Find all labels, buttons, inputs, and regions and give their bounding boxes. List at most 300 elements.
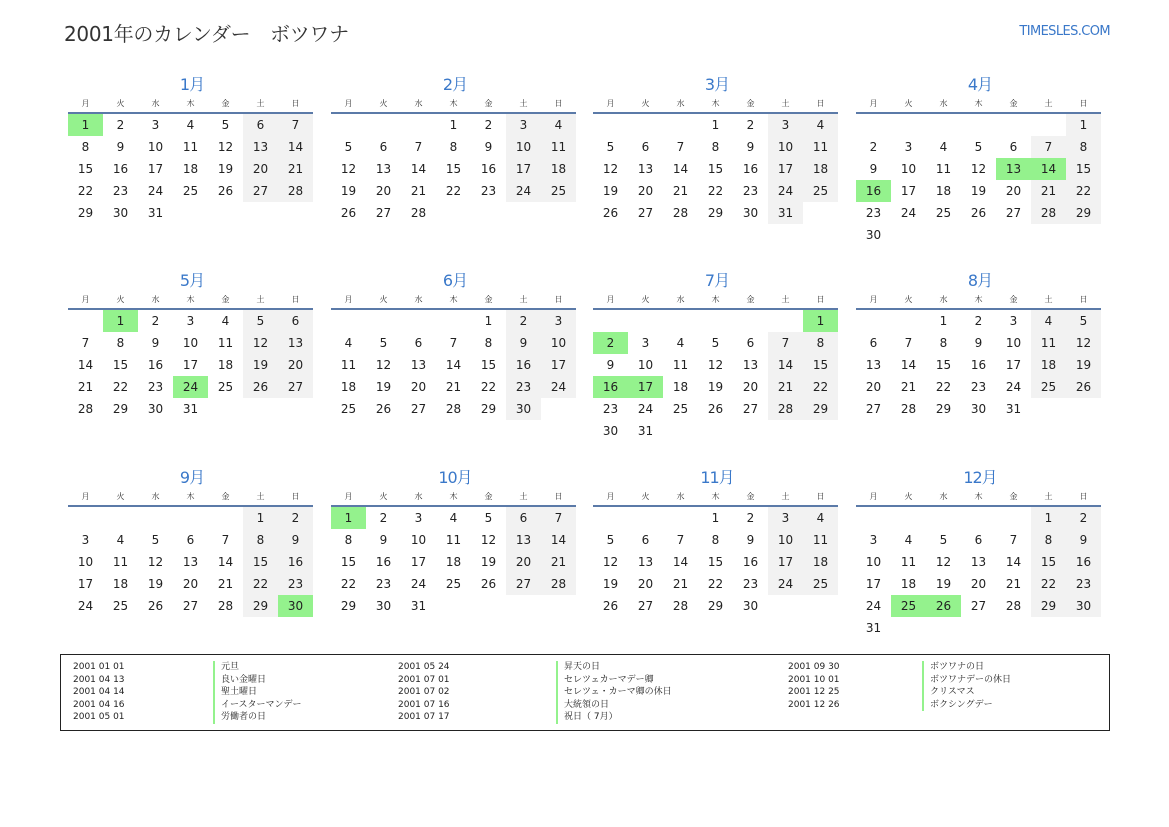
day-cell: 11 [445,533,462,547]
day-cell: 15 [243,551,278,573]
weekday-label: 月 [344,492,353,501]
day-cell: 12 [970,162,987,176]
day-cell: 18 [217,358,234,372]
day-cell: 4 [803,114,838,136]
weekday-label: 火 [379,99,388,108]
weekday-label: 水 [676,492,685,501]
day-cell: 10 [77,555,94,569]
day-cell: 30 [865,228,882,242]
day-cell: 25 [340,402,357,416]
day-cell: 12 [707,358,724,372]
weekday-label: 水 [939,492,948,501]
holiday-date: 2001 05 24 [398,662,450,672]
weekday-header [856,96,1101,114]
day-cell: 18 [340,380,357,394]
day-cell: 28 [410,206,427,220]
day-cell: 24 [900,206,917,220]
day-cell: 9 [869,162,878,176]
empty-cell [961,114,996,136]
day-cell: 8 [939,336,948,350]
day-cell: 20 [506,551,541,573]
day-cell: 29 [243,595,278,617]
weekday-label: 日 [816,492,825,501]
week-row [331,180,576,202]
weekday-label: 月 [869,295,878,304]
day-cell: 14 [900,358,917,372]
empty-cell [593,310,628,332]
empty-cell [961,507,996,529]
day-cell: 2 [1066,507,1101,529]
day-cell: 5 [243,310,278,332]
week-row [331,310,576,332]
empty-cell [856,114,891,136]
day-cell: 2 [746,511,755,525]
empty-cell [471,595,506,617]
day-cell: 4 [939,140,948,154]
day-cell: 31 [410,599,427,613]
holiday-name: セレツェカーマデー卿 [556,674,654,687]
month-7 [593,270,838,442]
weekday-label: 水 [676,295,685,304]
empty-cell [996,617,1031,639]
month-1 [68,74,313,224]
day-cell: 21 [1005,577,1022,591]
day-cell: 10 [410,533,427,547]
day-cell: 26 [926,595,961,617]
weekday-header [593,489,838,507]
day-cell: 8 [81,140,90,154]
holiday-date: 2001 05 01 [73,712,125,722]
empty-cell [1031,617,1066,639]
day-cell: 29 [803,398,838,420]
day-cell: 28 [672,206,689,220]
weekday-header [593,96,838,114]
weekday-label: 日 [816,295,825,304]
day-cell: 18 [803,158,838,180]
empty-cell [366,310,401,332]
month-5 [68,270,313,420]
weekday-label: 金 [484,295,493,304]
day-cell: 11 [217,336,234,350]
holiday-name: ボツワナの日 [922,661,984,674]
day-cell: 17 [541,354,576,376]
empty-cell [768,595,803,617]
day-cell: 5 [711,336,720,350]
day-cell: 16 [856,180,891,202]
day-cell: 20 [410,380,427,394]
day-cell: 9 [506,332,541,354]
day-cell: 8 [1066,136,1101,158]
day-cell: 2 [746,118,755,132]
weekday-label: 火 [116,492,125,501]
day-cell: 10 [182,336,199,350]
day-cell: 29 [1066,202,1101,224]
weekday-label: 火 [379,492,388,501]
day-cell: 10 [1005,336,1022,350]
day-cell: 31 [182,402,199,416]
weekday-label: 水 [414,492,423,501]
day-cell: 7 [278,114,313,136]
empty-cell [436,202,471,224]
week-row [593,310,838,332]
weekday-header [331,292,576,310]
month-name: 4月 [967,75,993,94]
month-name: 10月 [438,468,472,487]
day-cell: 7 [904,336,913,350]
day-cell: 24 [768,180,803,202]
weekday-label: 土 [781,295,790,304]
weekday-label: 火 [641,295,650,304]
day-cell: 6 [278,310,313,332]
weekday-label: 土 [1044,492,1053,501]
day-cell: 8 [1031,529,1066,551]
weekday-label: 水 [676,99,685,108]
month-name: 12月 [963,468,997,487]
day-cell: 13 [410,358,427,372]
empty-cell [173,202,208,224]
day-cell: 6 [506,507,541,529]
empty-cell [733,420,768,442]
weekday-label: 火 [904,492,913,501]
day-cell: 3 [1009,314,1018,328]
week-row [593,114,838,136]
week-row [331,595,576,617]
empty-cell [208,507,243,529]
day-cell: 5 [151,533,160,547]
day-cell: 21 [217,577,234,591]
weekday-header [331,489,576,507]
day-cell: 1 [1066,114,1101,136]
weekday-label: 土 [519,295,528,304]
day-cell: 12 [147,555,164,569]
week-row [593,158,838,180]
weekday-label: 月 [344,295,353,304]
week-row [593,420,838,442]
weekday-label: 火 [904,99,913,108]
day-cell: 4 [344,336,353,350]
day-cell: 14 [278,136,313,158]
month-name: 8月 [967,271,993,290]
day-cell: 3 [768,507,803,529]
week-row [593,551,838,573]
day-cell: 7 [1009,533,1018,547]
day-cell: 12 [480,533,497,547]
day-cell: 22 [803,376,838,398]
month-4 [856,74,1101,246]
day-cell: 20 [278,354,313,376]
week-row [856,136,1101,158]
day-cell: 20 [243,158,278,180]
day-cell: 24 [541,376,576,398]
month-name: 9月 [179,468,205,487]
day-cell: 8 [711,140,720,154]
weekday-label: 木 [449,295,458,304]
day-cell: 23 [375,577,392,591]
day-cell: 23 [480,184,497,198]
weekday-label: 火 [904,295,913,304]
day-cell: 5 [974,140,983,154]
day-cell: 16 [506,354,541,376]
day-cell: 20 [637,577,654,591]
day-cell: 8 [116,336,125,350]
day-cell: 3 [414,511,423,525]
day-cell: 14 [217,555,234,569]
week-row [331,332,576,354]
holiday-date: 2001 07 16 [398,699,450,710]
day-cell: 13 [375,162,392,176]
day-cell: 7 [1031,136,1066,158]
day-cell: 27 [742,402,759,416]
day-cell: 16 [112,162,129,176]
day-cell: 10 [147,140,164,154]
day-cell: 4 [186,118,195,132]
day-cell: 19 [243,354,278,376]
day-cell: 24 [1005,380,1022,394]
day-cell: 6 [243,114,278,136]
day-cell: 3 [904,140,913,154]
day-cell: 1 [243,507,278,529]
weekday-label: 日 [554,295,563,304]
empty-cell [996,507,1031,529]
day-cell: 11 [900,555,917,569]
weekday-label: 金 [221,492,230,501]
holiday-name: 元旦 [213,661,239,674]
weekday-label: 木 [711,295,720,304]
day-cell: 21 [900,380,917,394]
day-cell: 25 [112,599,129,613]
day-cell: 11 [672,358,689,372]
day-cell: 17 [506,158,541,180]
holiday-name: クリスマス [922,686,975,699]
day-cell: 16 [593,376,628,398]
day-cell: 16 [480,162,497,176]
empty-cell [996,224,1031,246]
day-cell: 22 [707,184,724,198]
empty-cell [331,310,366,332]
empty-cell [401,310,436,332]
day-cell: 24 [410,577,427,591]
day-cell: 15 [480,358,497,372]
weekday-header [331,96,576,114]
day-cell: 13 [865,358,882,372]
day-cell: 17 [182,358,199,372]
weekday-label: 月 [81,295,90,304]
day-cell: 16 [147,358,164,372]
day-cell: 15 [112,358,129,372]
weekday-label: 火 [379,295,388,304]
day-cell: 2 [506,310,541,332]
empty-cell [138,507,173,529]
empty-cell [926,507,961,529]
day-cell: 24 [77,599,94,613]
day-cell: 17 [1005,358,1022,372]
empty-cell [856,507,891,529]
week-row [856,573,1101,595]
day-cell: 24 [768,573,803,595]
weekday-header [856,292,1101,310]
empty-cell [698,310,733,332]
month-10 [331,467,576,617]
day-cell: 31 [768,202,803,224]
day-cell: 25 [935,206,952,220]
day-cell: 22 [707,577,724,591]
day-cell: 26 [970,206,987,220]
day-cell: 5 [1066,310,1101,332]
day-cell: 12 [602,555,619,569]
day-cell: 20 [1005,184,1022,198]
day-cell: 10 [506,136,541,158]
day-cell: 6 [746,336,755,350]
day-cell: 2 [278,507,313,529]
day-cell: 23 [865,206,882,220]
empty-cell [891,507,926,529]
day-cell: 16 [375,555,392,569]
week-row [331,376,576,398]
day-cell: 20 [865,380,882,394]
day-cell: 13 [182,555,199,569]
week-row [331,507,576,529]
day-cell: 11 [182,140,199,154]
day-cell: 3 [81,533,90,547]
day-cell: 20 [742,380,759,394]
weekday-label: 金 [746,99,755,108]
holiday-date: 2001 04 16 [73,699,125,710]
empty-cell [663,114,698,136]
day-cell: 10 [865,555,882,569]
week-row [593,202,838,224]
week-row [593,136,838,158]
holiday-date: 2001 09 30 [788,662,840,672]
day-cell: 13 [278,332,313,354]
week-row [68,202,313,224]
holiday-name: ボクシングデー [922,699,993,712]
week-row [331,398,576,420]
day-cell: 14 [541,529,576,551]
holiday-date: 2001 07 02 [398,687,450,697]
empty-cell [331,114,366,136]
day-cell: 4 [116,533,125,547]
day-cell: 21 [541,551,576,573]
week-row [856,354,1101,376]
week-row [331,158,576,180]
weekday-label: 水 [414,99,423,108]
day-cell: 24 [173,376,208,398]
holiday-date: 2001 12 25 [788,687,840,697]
day-cell: 23 [112,184,129,198]
day-cell: 25 [1031,376,1066,398]
day-cell: 4 [221,314,230,328]
day-cell: 26 [147,599,164,613]
empty-cell [698,420,733,442]
month-8 [856,270,1101,420]
weekday-label: 月 [606,492,615,501]
day-cell: 11 [112,555,129,569]
weekday-label: 月 [344,99,353,108]
weekday-label: 火 [641,99,650,108]
empty-cell [663,420,698,442]
week-row [331,551,576,573]
day-cell: 2 [116,118,125,132]
day-cell: 6 [641,140,650,154]
day-cell: 6 [186,533,195,547]
empty-cell [961,617,996,639]
weekday-label: 木 [186,492,195,501]
empty-cell [208,398,243,420]
week-row [593,180,838,202]
day-cell: 5 [939,533,948,547]
day-cell: 30 [506,398,541,420]
day-cell: 6 [641,533,650,547]
day-cell: 8 [803,332,838,354]
day-cell: 19 [147,577,164,591]
day-cell: 26 [1066,376,1101,398]
empty-cell [891,310,926,332]
holiday-legend [60,654,1110,731]
day-cell: 2 [593,332,628,354]
holiday-date: 2001 01 01 [73,662,125,672]
day-cell: 20 [182,577,199,591]
weekday-header [593,292,838,310]
day-cell: 15 [935,358,952,372]
weekday-label: 土 [256,295,265,304]
month-9 [68,467,313,617]
day-cell: 23 [742,184,759,198]
day-cell: 16 [1066,551,1101,573]
day-cell: 5 [221,118,230,132]
day-cell: 9 [116,140,125,154]
weekday-label: 日 [291,295,300,304]
day-cell: 17 [768,158,803,180]
day-cell: 13 [742,358,759,372]
empty-cell [1031,398,1066,420]
day-cell: 26 [340,206,357,220]
empty-cell [891,224,926,246]
day-cell: 21 [445,380,462,394]
day-cell: 4 [1031,310,1066,332]
week-row [856,529,1101,551]
day-cell: 13 [996,158,1031,180]
day-cell: 19 [970,184,987,198]
day-cell: 14 [77,358,94,372]
site-link[interactable]: TIMESLES.COM [1019,24,1110,39]
weekday-label: 土 [781,492,790,501]
day-cell: 29 [480,402,497,416]
weekday-label: 日 [291,99,300,108]
day-cell: 4 [904,533,913,547]
day-cell: 2 [484,118,493,132]
day-cell: 14 [672,162,689,176]
holiday-date: 2001 10 01 [788,674,840,685]
day-cell: 3 [541,310,576,332]
day-cell: 15 [1031,551,1066,573]
day-cell: 29 [112,402,129,416]
day-cell: 1 [103,310,138,332]
day-cell: 6 [414,336,423,350]
day-cell: 20 [970,577,987,591]
week-row [593,354,838,376]
week-row [856,398,1101,420]
day-cell: 22 [935,380,952,394]
weekday-label: 日 [291,492,300,501]
holiday-date: 2001 04 13 [73,674,125,685]
day-cell: 23 [742,577,759,591]
weekday-label: 木 [186,295,195,304]
empty-cell [628,507,663,529]
day-cell: 28 [1031,202,1066,224]
day-cell: 27 [410,402,427,416]
month-name: 1月 [179,75,205,94]
weekday-label: 土 [781,99,790,108]
